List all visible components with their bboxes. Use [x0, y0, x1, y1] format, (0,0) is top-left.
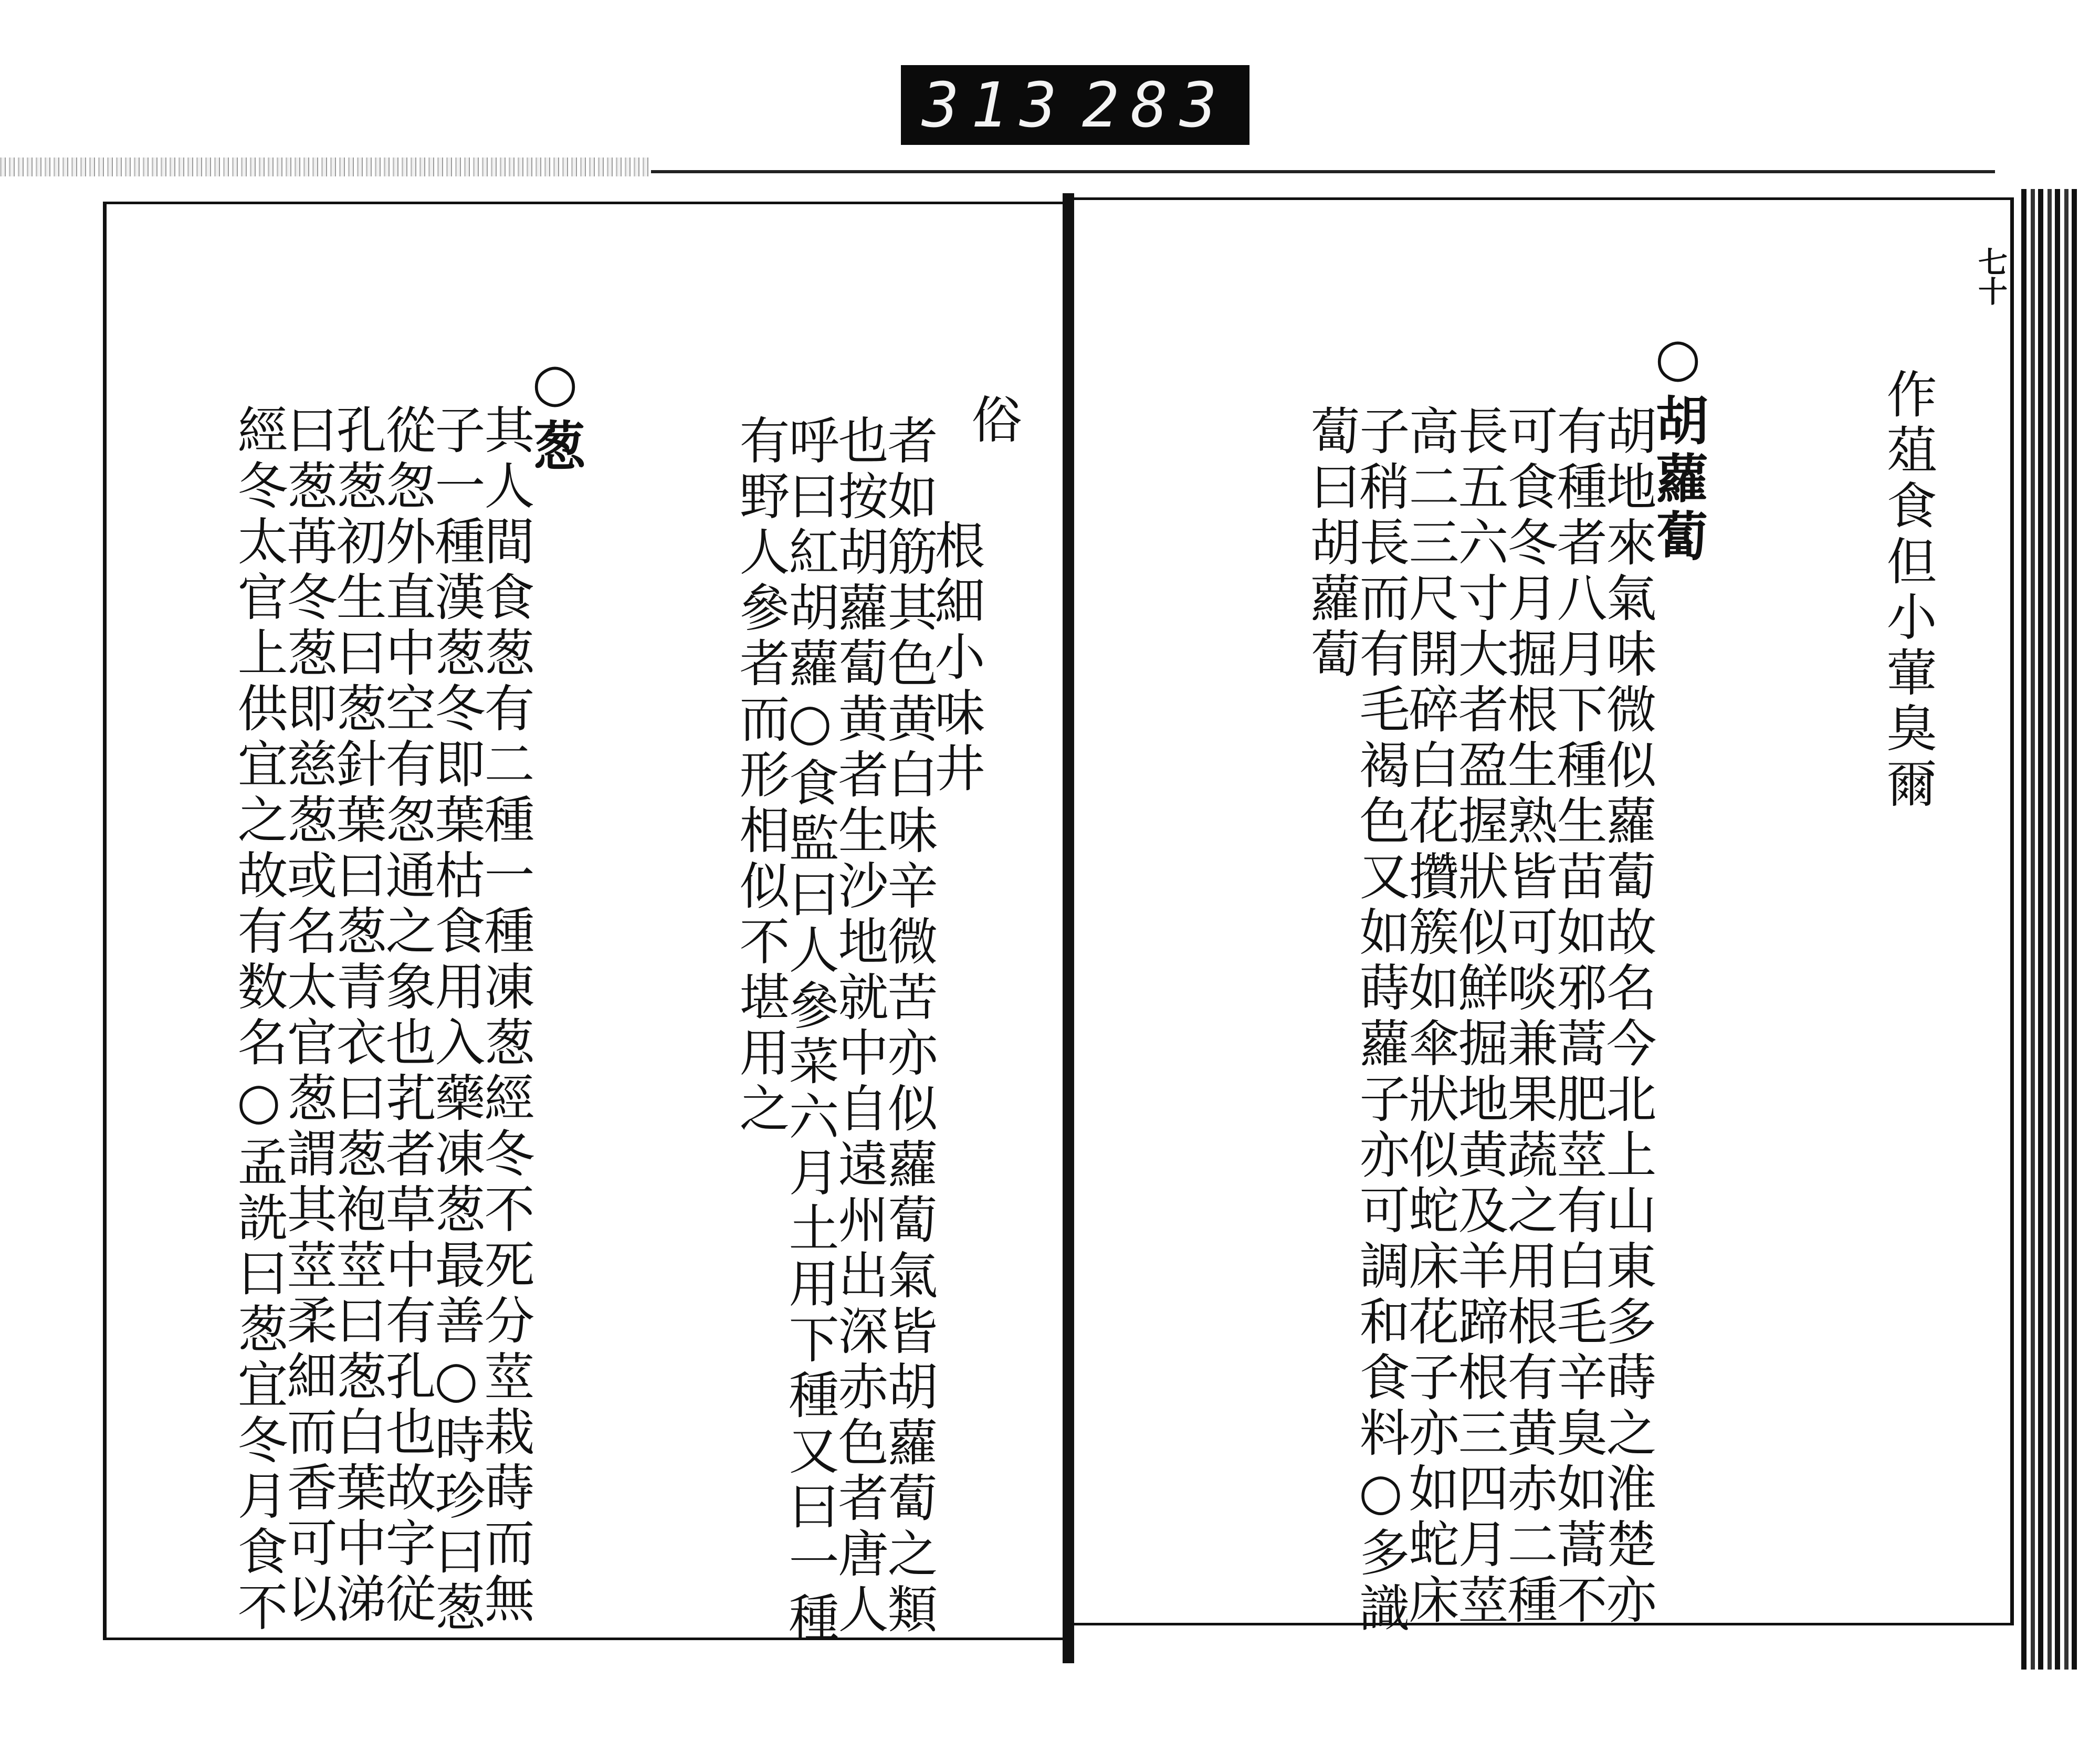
left-col-11: 孔葱初生曰葱針葉曰葱青衣曰葱袍莖曰葱白葉中涕	[328, 404, 387, 1628]
right-col-3: 胡地來氣味微似蘿蔔故名今北上山東多蒔之淮楚亦	[1598, 405, 1657, 1629]
left-col-9: 子一種漢葱冬即葉枯食用入藥凍葱最善○時珍曰葱	[427, 404, 486, 1636]
archive-label-left-number: 313	[922, 69, 1069, 141]
archive-label	[901, 65, 1250, 145]
left-col-12: 曰葱苒冬葱即慈葱或名太官葱謂其莖柔細而香可以	[279, 404, 338, 1628]
right-page	[1074, 197, 2014, 1638]
left-col-3: 者如筋其色黄白味辛微苦亦似蘿蔔氣皆胡蘿蔔之類	[879, 414, 938, 1639]
right-col-1: 作葅食但小葷臭爾	[1878, 368, 1937, 813]
left-col-8: 其人間食葱有二種一種凍葱經冬不死分莖栽蒔而無	[476, 404, 535, 1628]
left-page	[103, 202, 1067, 1647]
right-col-7: 高二三尺開碎白花攢簇如傘狀似蛇床花子亦如蛇床	[1401, 405, 1460, 1629]
left-col-10: 從怱外直中空有怱通之象也芤者草中有孔也故字従	[377, 404, 436, 1628]
right-col-heading: ○胡蘿蔔	[1647, 326, 1709, 566]
folio-number: 七十	[1973, 247, 2008, 306]
book-spine	[1063, 193, 1074, 1663]
right-col-6: 長五六寸大者盈握狀似鮮掘地黄及羊蹄根三四月莖	[1450, 405, 1509, 1629]
right-col-9: 蔔曰胡蘿蔔	[1302, 405, 1361, 683]
right-col-5: 可食冬月掘根生熟皆可啖兼果蔬之用根有黄赤二種	[1499, 405, 1558, 1629]
left-col-13: 經冬太官上供宜之故有数名○孟詵曰葱宜冬月食不	[229, 404, 288, 1636]
scan-noise-strip	[0, 158, 651, 176]
page-edges	[2021, 189, 2079, 1670]
right-col-8: 子稍長而有毛褐色又如蒔蘿子亦可調和食料○多識	[1351, 405, 1410, 1638]
archive-label-right-number: 283	[1082, 69, 1228, 141]
left-col-4: 也按胡蘿蔔黄者生沙地就中自遠州出深赤色者唐人	[830, 414, 889, 1639]
left-col-2: 根細小味井	[927, 519, 985, 797]
left-col-6: 有野人參者而形相似不堪用之	[731, 414, 790, 1138]
left-col-5: 呼曰紅胡蘿○食監曰人參菜六月土用下種又曰一種	[781, 414, 839, 1647]
left-col-1: 俗	[963, 393, 1022, 449]
right-col-4: 有種者八月下種生苗如邪蒿肥莖有白毛辛臭如蒿不	[1549, 405, 1608, 1629]
left-col-heading: ○葱	[524, 351, 586, 476]
book-top-edge	[651, 170, 1995, 173]
